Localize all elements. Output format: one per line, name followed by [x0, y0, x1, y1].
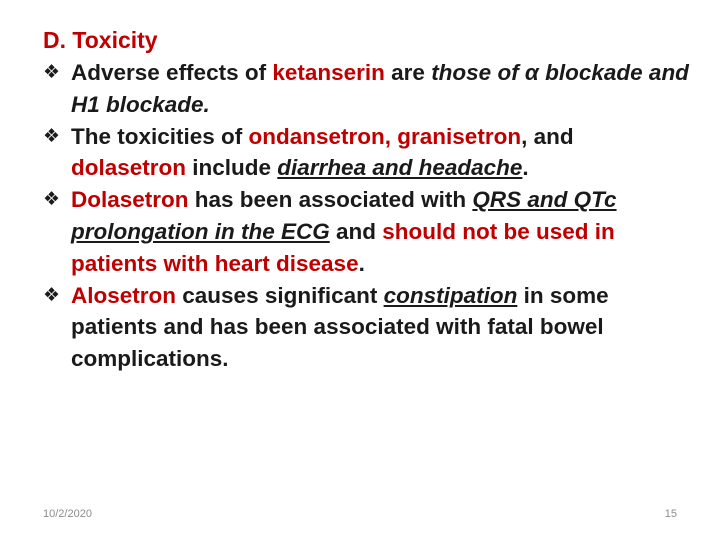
- diamond-bullet-icon: ❖: [43, 61, 61, 83]
- bullet-item: [43, 184, 693, 279]
- warning-phrase: should not be used in patients with heart disease: [71, 218, 615, 276]
- text-segment: in some patients and has been associated with fatal bowel complications.: [71, 282, 609, 372]
- diamond-bullet-icon: ❖: [43, 283, 61, 306]
- drug-name: ketanserin: [272, 60, 385, 85]
- bullet-item: [43, 280, 693, 375]
- text-segment: .: [358, 250, 365, 276]
- drug-name: dolasetron: [71, 155, 187, 181]
- bullet-list: [43, 57, 693, 375]
- footer-date: 10/2/2020: [43, 508, 92, 520]
- text-segment: Adverse effects of: [71, 60, 273, 85]
- effect-phrase: constipation: [383, 282, 518, 308]
- bullet-item: [43, 121, 693, 185]
- slide-title: D. Toxicity: [43, 27, 158, 53]
- text-segment: include: [186, 155, 278, 181]
- drug-name: Dolasetron: [71, 187, 189, 213]
- effect-phrase: those of α blockade and H1 blockade.: [71, 60, 689, 117]
- effect-phrase: diarrhea and headache: [277, 155, 523, 181]
- effect-phrase: QRS and QTc prolongation in the ECG: [71, 187, 617, 244]
- bullet-item: [43, 57, 693, 121]
- diamond-bullet-icon: ❖: [43, 124, 61, 147]
- text-segment: causes significant: [176, 282, 384, 308]
- drug-name: Alosetron: [71, 282, 177, 308]
- text-segment: and: [329, 218, 383, 244]
- text-segment: The toxicities of: [71, 123, 249, 149]
- drug-name: ondansetron, granisetron: [248, 123, 522, 149]
- text-segment: has been associated with: [188, 187, 473, 213]
- footer-page-number: 15: [664, 508, 677, 520]
- text-segment: , and: [521, 123, 574, 149]
- diamond-bullet-icon: ❖: [43, 188, 61, 211]
- text-segment: are: [384, 60, 432, 85]
- text-segment: .: [522, 155, 529, 181]
